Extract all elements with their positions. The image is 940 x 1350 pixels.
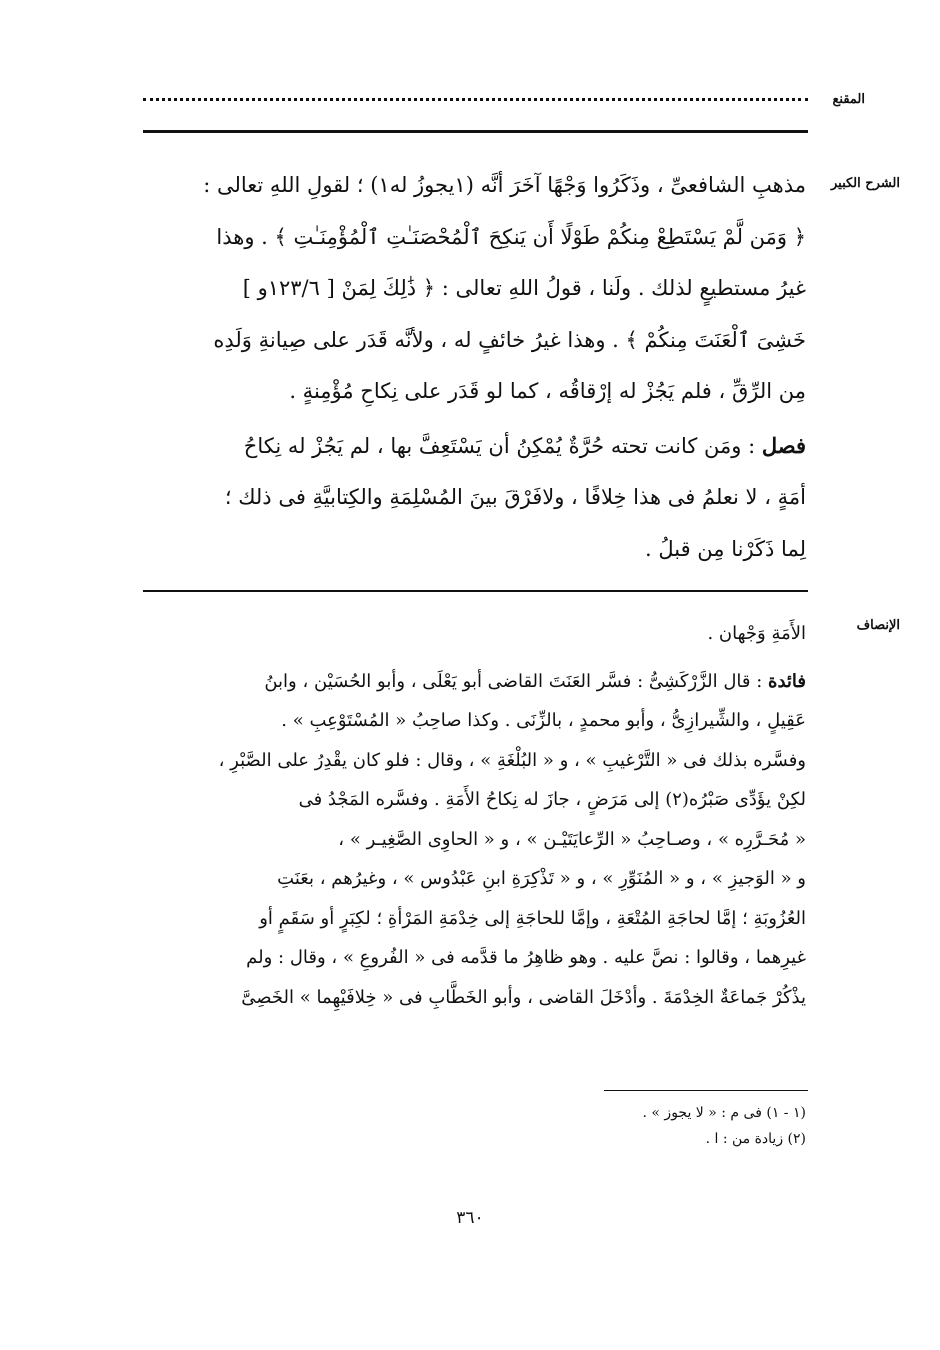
insaf-line: غيرِهما ، وقالوا : نصَّ عليه . وهو ظاهِرُ ما قدَّمه فى « الفُروعِ » ، وقال : ولم (246, 947, 806, 968)
fasl-heading: فصل (761, 432, 806, 458)
insaf-line: عَقِيلٍ ، والشِّيرازِىُّ ، وأبو محمدٍ ، بالزِّنَى . وكذا صاحِبُ « المُسْتَوْعِبِ » . (281, 710, 806, 731)
footnote-rule (604, 1090, 808, 1091)
sharh-line: خَشِىَ ٱلْعَنَتَ مِنكُمْ ﴾ . وهذا غيرُ خائفٍ له ، ولأنَّه قَدَر على صِيانةِ وَلَدِه (213, 327, 806, 352)
sharh-section-label: الشرح الكبير (830, 176, 900, 191)
insaf-section-label: الإنصاف (856, 618, 900, 633)
fasl-line: لِما ذَكَرْنا مِن قبلُ . (644, 536, 806, 561)
fasl-paragraph (131, 420, 806, 473)
insaf-line: : قال الزَّرْكَشِىُّ : فسَّر العَنَتَ القاضى أبو يَعْلَى ، وأبو الحُسَيْن ، وابنُ (264, 670, 763, 692)
insaf-line: « مُحَـرَّرِه » ، وصـاحِبُ « الرِّعايَتَيْـن » ، و « الحاوِى الصَّغِيـر » ، (338, 828, 806, 850)
faida-paragraph (131, 662, 806, 702)
sharh-line: غيرُ مستطيعٍ لذلك . ولَنا ، قولُ اللهِ تعالى : ﴿ ذَٰلِكَ لِمَنْ [ ١٢٣/٦و ] (242, 276, 806, 300)
insaf-first-line: الأَمَةِ وَجْهان . (707, 623, 806, 644)
footnote-item: (١ - ١) فى م : « لا يجوز » . (642, 1105, 806, 1121)
sharh-line: مذهبِ الشافعىِّ ، وذَكَرُوا وَجْهًا آخَرَ أنَّه (١يجوزُ له١) ؛ لقولِ اللهِ تعالى : (203, 173, 806, 197)
faida-heading: فائدة (768, 670, 806, 692)
insaf-line: و « الوَجيزِ » ، و « المُنَوِّرِ » ، و « تَذْكِرَةِ ابنِ عَبْدُوس » ، وغيرُهم ، بعَنَتِ (277, 868, 806, 889)
insaf-line: لكِنْ يؤَدِّى صَبْرُه(٢) إلى مَرَضٍ ، جازَ له نِكاحُ الأَمَةِ . وفسَّره المَجْدُ فى (298, 789, 806, 810)
header-rule (143, 130, 808, 133)
insaf-line: وفسَّره بذلك فى « التَّرْغيبِ » ، و « البُلْغَةِ » ، وقال : فلو كان يقْدِرُ على الصَّبْرِ ، (218, 749, 806, 771)
footnote-item: (٢) زيادة من : ا . (705, 1131, 806, 1147)
insaf-line: العُزُوبَةِ ؛ إمَّا لحاجَةِ المُتْعَةِ ، وإمَّا للحاجَةِ إلى خِدْمَةِ المَرْأةِ ؛ لكِبَرٍ أو سَقَمٍ أو (259, 907, 806, 929)
sharh-line: مِن الرِّقِّ ، فلم يَجُزْ له إرْقاقُه ، كما لو قَدَر على نِكاحِ مُؤْمِنةٍ . (289, 379, 806, 403)
section-divider (143, 590, 808, 592)
footnotes (406, 1100, 806, 1152)
book-title: المقنع (832, 92, 865, 107)
dotted-divider (143, 97, 808, 101)
fasl-line: : ومَن كانت تحته حُرَّةٌ يُمْكِنُ أن يَسْتَعِفَّ بها ، لم يَجُزْ له نِكاحُ (243, 433, 756, 458)
insaf-line: يذْكُرْ جَماعَةٌ الخِدْمَةَ . وأدْخَلَ القاضى ، وأبو الخَطَّابِ فى « خِلافَيْهِما » الخَصِىَّ (241, 986, 806, 1008)
sharh-text-block (131, 160, 806, 575)
insaf-text-block (131, 614, 806, 1017)
fasl-line: أمَةٍ ، لا نعلمُ فى هذا خِلافًا ، ولافَرْقَ بينَ المُسْلِمَةِ والكِتابيَّةِ فى ذلك ؛ (224, 485, 806, 509)
page-number: ٣٦٠ (456, 1208, 484, 1228)
sharh-line: ﴿ وَمَن لَّمْ يَسْتَطِعْ مِنكُمْ طَوْلًا أَن يَنكِحَ ٱلْمُحْصَنَـٰتِ ٱلْمُؤْمِنَـٰتِ ﴾ . وهذا (216, 224, 806, 249)
